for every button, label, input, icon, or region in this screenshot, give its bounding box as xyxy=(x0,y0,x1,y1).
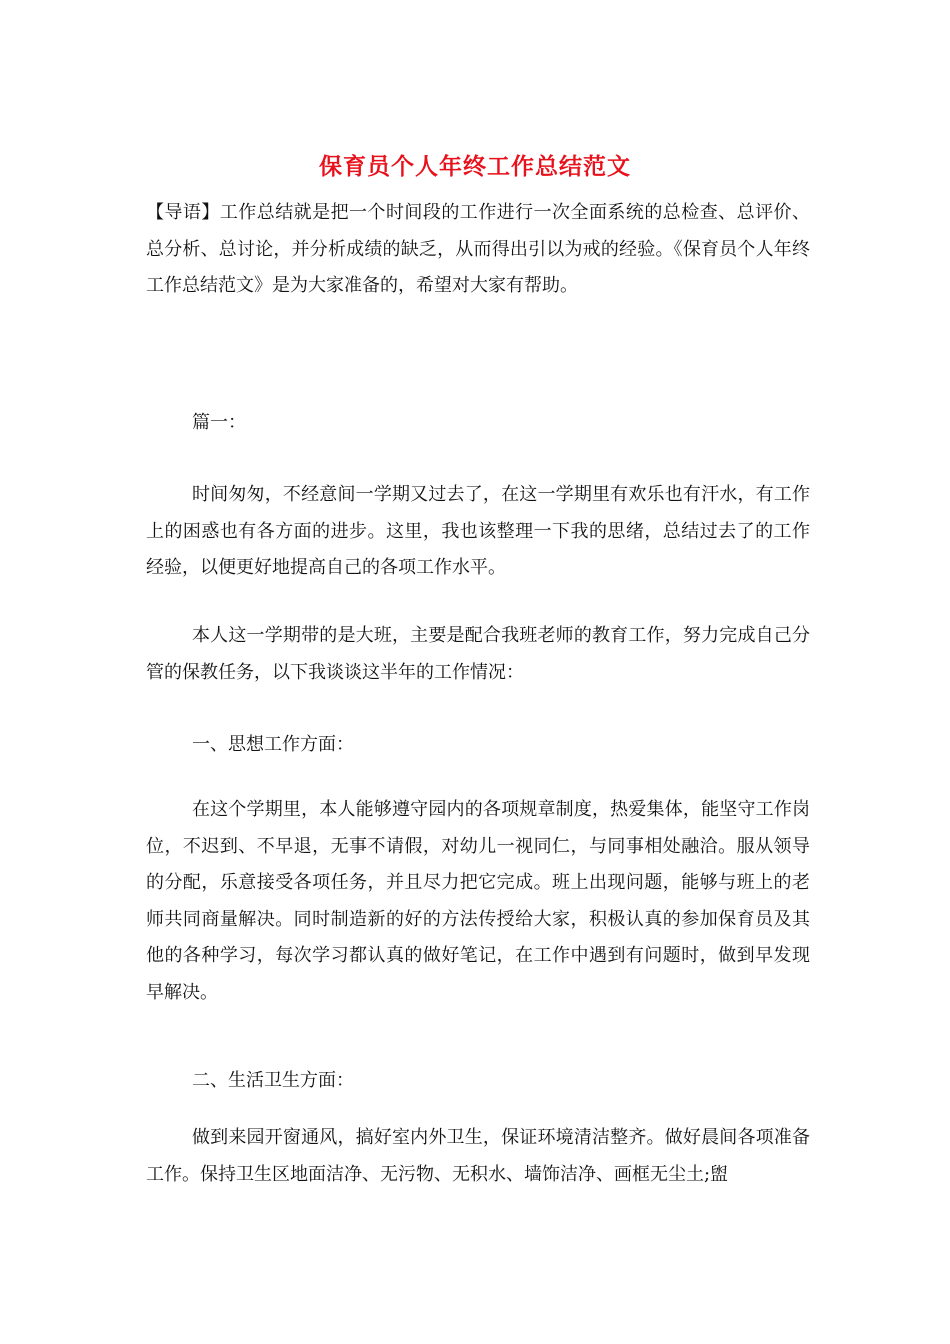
intro-paragraph: 【导语】工作总结就是把一个时间段的工作进行一次全面系统的总检查、总评价、总分析、总讨论，并分析成绩的缺乏，从而得出引以为戒的经验。《保育员个人年终工作总结范文》是为大家准备的，希望对大家有帮助。 xyxy=(146,202,810,296)
section-heading-thought: 一、思想工作方面： xyxy=(192,734,354,755)
body-paragraph: 做到来园开窗通风，搞好室内外卫生，保证环境清洁整齐。做好晨间各项准备工作。保持卫生区地面洁净、无污物、无积水、墙饰洁净、画框无尘土;盥 xyxy=(146,1127,810,1185)
section-label: 篇一： xyxy=(192,412,246,433)
document-title: 保育员个人年终工作总结范文 xyxy=(319,153,631,180)
body-paragraph: 时间匆匆，不经意间一学期又过去了，在这一学期里有欢乐也有汗水，有工作上的困惑也有各方面的进步。这里，我也该整理一下我的思绪，总结过去了的工作经验，以便更好地提高自己的各项工作水平。 xyxy=(146,484,810,578)
section-heading-hygiene: 二、生活卫生方面： xyxy=(192,1070,354,1091)
body-paragraph: 本人这一学期带的是大班，主要是配合我班老师的教育工作，努力完成自己分管的保教任务，以下我谈谈这半年的工作情况： xyxy=(146,625,810,683)
body-paragraph: 在这个学期里，本人能够遵守园内的各项规章制度，热爱集体，能坚守工作岗位，不迟到、不早退，无事不请假，对幼儿一视同仁，与同事相处融洽。服从领导的分配，乐意接受各项任务，并且尽力把它完成。班上出现问题，能够与班上的老师共同商量解决。同时制造新的好的方法传授给大家，积极认真的参加保育员及其他的各种学习，每次学习都认真的做好笔记，在工作中遇到有问题时，做到早发现早解决。 xyxy=(146,799,810,1003)
